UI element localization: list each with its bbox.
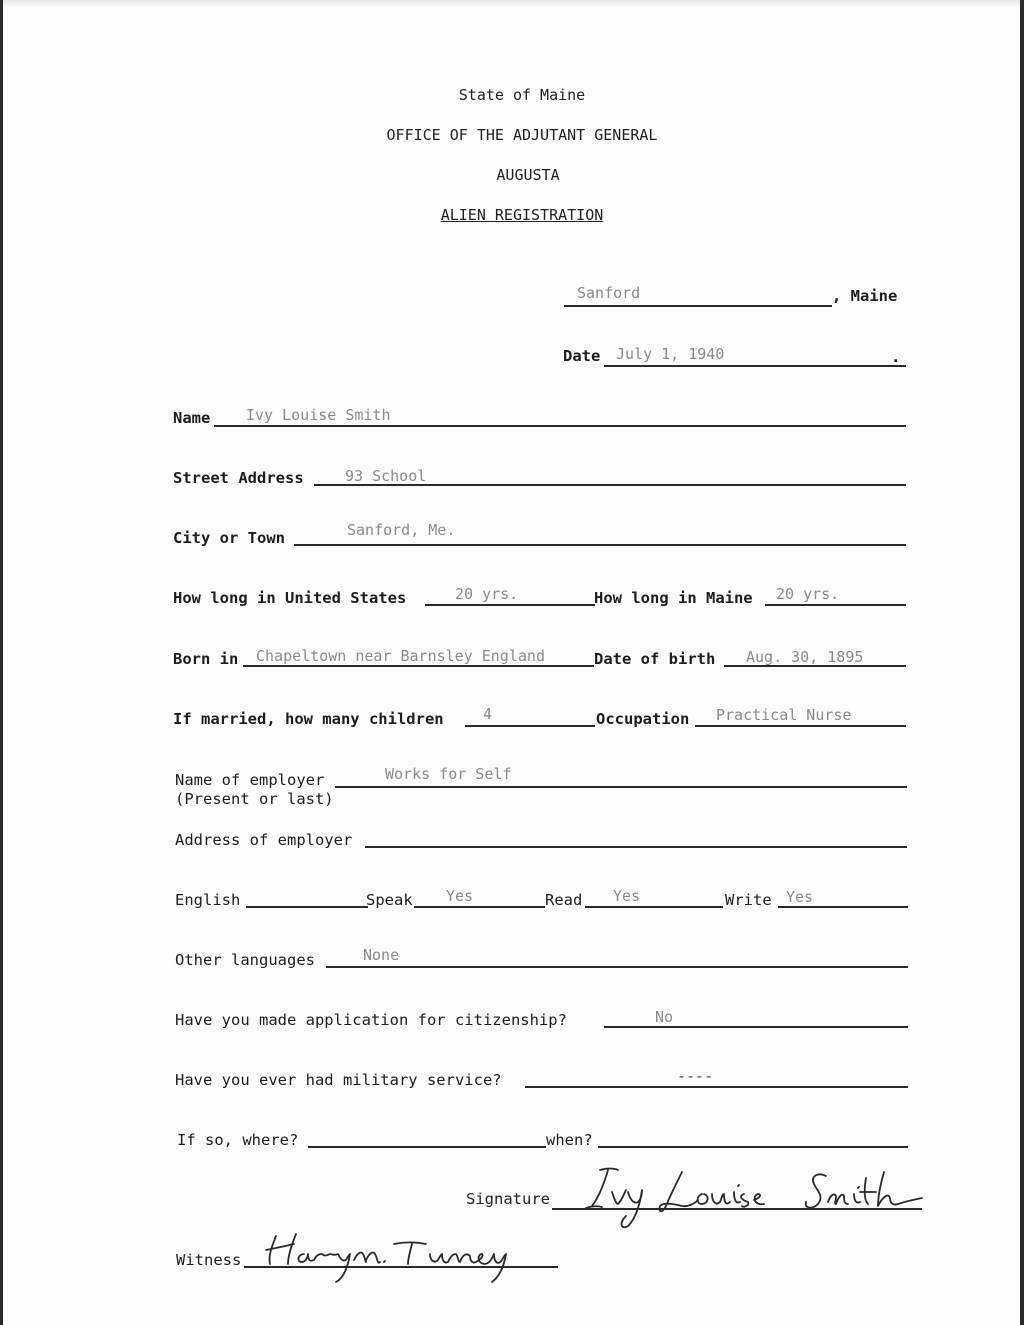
children-value: 4: [483, 705, 493, 723]
citizenship-label: Have you made application for citizenship?: [175, 1011, 567, 1029]
city-value: Sanford, Me.: [347, 521, 456, 539]
speak-line: [414, 906, 545, 908]
english-label: English: [175, 891, 241, 909]
us-duration-value: 20 yrs.: [455, 585, 519, 603]
other-languages-line: [326, 966, 908, 968]
us-duration-label: How long in United States: [173, 589, 407, 607]
read-value: Yes: [613, 887, 641, 905]
occupation-label: Occupation: [596, 710, 690, 728]
other-languages-label: Other languages: [175, 951, 315, 969]
maine-duration-label: How long in Maine: [594, 589, 753, 607]
name-value: Ivy Louise Smith: [246, 406, 391, 424]
children-line: [465, 725, 595, 727]
place-line: [564, 305, 832, 307]
scan-border-right: [1020, 0, 1024, 1325]
speak-label: Speak: [366, 891, 413, 909]
when-line: [598, 1146, 908, 1148]
write-line: [778, 906, 908, 908]
speak-value: Yes: [446, 887, 474, 905]
scan-border-left: [0, 0, 3, 1325]
birth-date-label: Date of birth: [594, 650, 716, 668]
where-label: If so, where?: [177, 1131, 299, 1149]
birth-date-value: Aug. 30, 1895: [746, 648, 864, 666]
employer-address-line: [365, 846, 907, 848]
date-end-mark: .: [891, 348, 901, 366]
citizenship-line: [604, 1026, 908, 1028]
street-line: [314, 484, 906, 486]
employer-value: Works for Self: [385, 765, 512, 783]
form-title-text: ALIEN REGISTRATION: [440, 206, 604, 224]
city-label: City or Town: [173, 529, 285, 547]
state-heading: State of Maine: [458, 86, 586, 104]
write-label: Write: [725, 891, 772, 909]
occupation-line: [695, 725, 906, 727]
signature-handwriting: [578, 1162, 928, 1232]
maine-duration-line: [765, 604, 906, 606]
city-heading: AUGUSTA: [496, 166, 560, 184]
when-label: when?: [546, 1131, 593, 1149]
citizenship-value: No: [655, 1008, 674, 1026]
maine-duration-value: 20 yrs.: [776, 585, 840, 603]
employer-label: Name of employer: [175, 771, 325, 789]
employer-address-label: Address of employer: [175, 831, 353, 849]
street-label: Street Address: [173, 469, 304, 487]
date-value: July 1, 1940: [616, 345, 725, 363]
other-languages-value: None: [363, 946, 400, 964]
born-in-line: [243, 665, 594, 667]
write-value: Yes: [786, 888, 814, 906]
date-line: [604, 365, 906, 367]
name-line: [214, 425, 906, 427]
occupation-value: Practical Nurse: [716, 706, 852, 724]
where-line: [308, 1146, 546, 1148]
military-value: ----: [677, 1067, 714, 1085]
english-line: [246, 906, 368, 908]
read-label: Read: [545, 891, 583, 909]
military-label: Have you ever had military service?: [175, 1071, 502, 1089]
born-in-label: Born in: [173, 650, 239, 668]
us-duration-line: [425, 604, 595, 606]
children-label: If married, how many children: [173, 710, 444, 728]
scan-edge: [0, 0, 1024, 8]
street-value: 93 School: [345, 467, 427, 485]
witness-handwriting: [262, 1226, 542, 1286]
place-state-label: , Maine: [832, 287, 898, 305]
military-line: [525, 1086, 908, 1088]
date-label: Date: [563, 347, 601, 365]
signature-label: Signature: [466, 1190, 550, 1208]
witness-label: Witness: [176, 1251, 242, 1269]
city-line: [294, 544, 906, 546]
birth-date-line: [724, 665, 906, 667]
form-title: [10, 206, 1024, 224]
read-line: [585, 906, 723, 908]
born-in-value: Chapeltown near Barnsley England: [256, 647, 545, 665]
name-label: Name: [173, 409, 211, 427]
place-town-value: Sanford: [577, 284, 641, 302]
office-heading: OFFICE OF THE ADJUTANT GENERAL: [386, 126, 658, 144]
employer-line: [335, 786, 907, 788]
employer-sublabel: (Present or last): [175, 790, 334, 808]
